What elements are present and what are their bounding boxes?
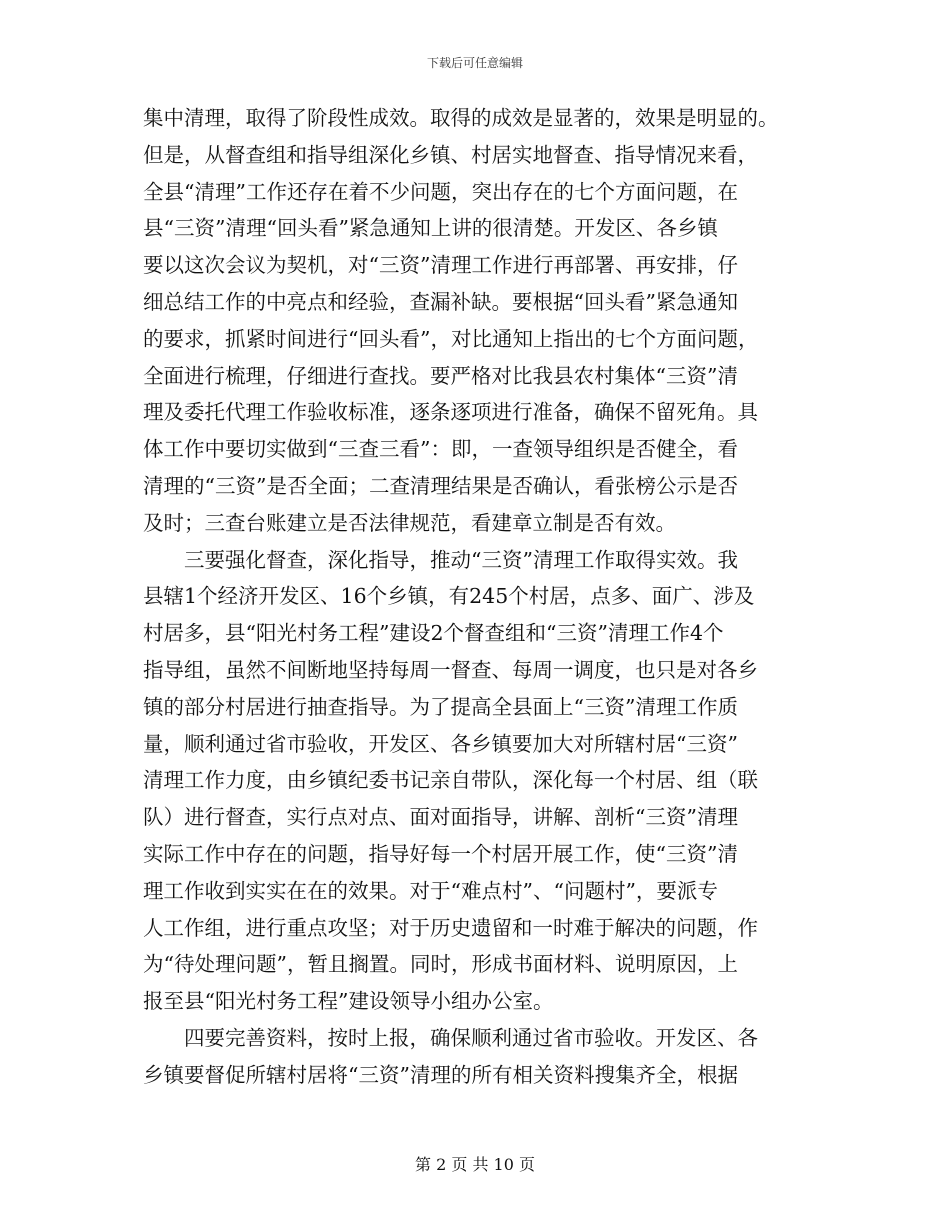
- body-line: 县辖1个经济开发区、16个乡镇，有245个村居，点多、面广、涉及: [143, 584, 755, 609]
- body-line: 的要求，抓紧时间进行“回头看”，对比通知上指出的七个方面问题，: [143, 326, 759, 351]
- body-line: 体工作中要切实做到“三查三看”：即，一查领导组织是否健全，看: [143, 437, 738, 462]
- body-line: 人工作组，进行重点攻坚；对于历史遗留和一时难于解决的问题，作: [143, 915, 758, 940]
- body-line: 村居多，县“阳光村务工程”建设2个督查组和“三资”清理工作4个: [143, 621, 724, 646]
- page-header-note: 下载后可任意编辑: [426, 56, 523, 70]
- page-number: 第 2 页 共 10 页: [415, 1155, 535, 1174]
- body-line: 四要完善资料，按时上报，确保顺利通过省市验收。开发区、各: [143, 1025, 758, 1050]
- body-line: 集中清理，取得了阶段性成效。取得的成效是显著的，效果是明显的。: [143, 106, 779, 130]
- body-line: 量，顺利通过省市验收，开发区、各乡镇要加大对所辖村居“三资”: [143, 731, 738, 756]
- body-line: 三要强化督查，深化指导，推动“三资”清理工作取得实效。我: [143, 547, 738, 572]
- document-body: [143, 100, 811, 1094]
- body-line: 镇的部分村居进行抽查指导。为了提高全县面上“三资”清理工作质: [143, 694, 738, 719]
- body-line: 及时；三查台账建立是否法律规范，看建章立制是否有效。: [143, 510, 676, 535]
- body-line: 指导组，虽然不间断地坚持每周一督查、每周一调度，也只是对各乡: [143, 657, 758, 682]
- body-line: 乡镇要督促所辖村居将“三资”清理的所有相关资料搜集齐全，根据: [143, 1062, 738, 1087]
- body-line: 清理的“三资”是否全面；二查清理结果是否确认，看张榜公示是否: [143, 473, 738, 498]
- body-line: 细总结工作的中亮点和经验，查漏补缺。要根据“回头看”紧急通知: [143, 289, 738, 314]
- body-line: 但是，从督查组和指导组深化乡镇、村居实地督查、指导情况来看，: [143, 142, 758, 167]
- body-line: 理及委托代理工作验收标准，逐条逐项进行准备，确保不留死角。具: [143, 400, 758, 425]
- body-line: 全面进行梳理，仔细进行查找。要严格对比我县农村集体“三资”清: [143, 363, 738, 388]
- body-line: 全县“清理”工作还存在着不少问题，突出存在的七个方面问题，在: [143, 179, 738, 204]
- body-line: 为“待处理问题”，暂且搁置。同时，形成书面材料、说明原因，上: [143, 952, 738, 977]
- body-line: 县“三资”清理“回头看”紧急通知上讲的很清楚。开发区、各乡镇: [143, 216, 718, 241]
- body-line: 队）进行督查，实行点对点、面对面指导，讲解、剖析“三资”清理: [143, 805, 738, 830]
- body-line: 报至县“阳光村务工程”建设领导小组办公室。: [143, 989, 554, 1014]
- body-line: 清理工作力度，由乡镇纪委书记亲自带队，深化每一个村居、组（联: [143, 768, 758, 793]
- body-line: 实际工作中存在的问题，指导好每一个村居开展工作，使“三资”清: [143, 841, 738, 866]
- body-line: 要以这次会议为契机，对“三资”清理工作进行再部署、再安排，仔: [143, 253, 738, 278]
- body-line: 理工作收到实实在在的效果。对于“难点村”、“问题村”，要派专: [143, 878, 718, 903]
